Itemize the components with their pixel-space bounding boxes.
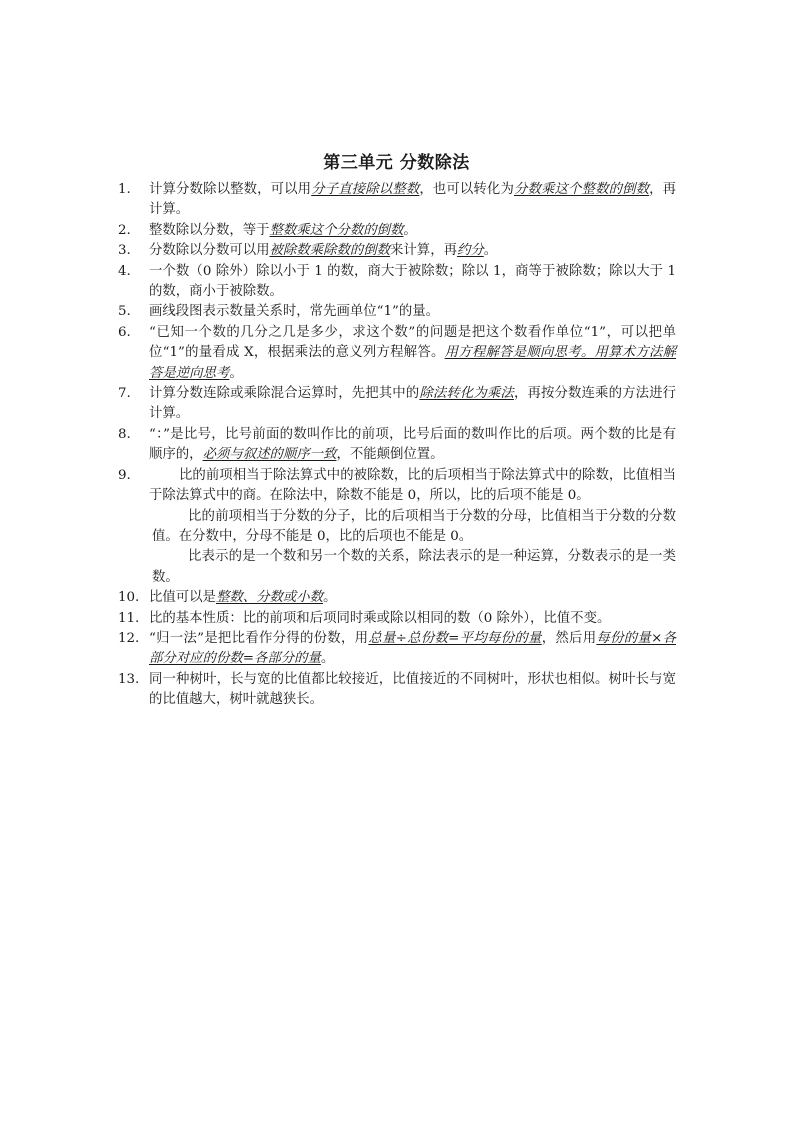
page-title: 第三单元 分数除法 [323,153,470,173]
key-phrase: 整数乘这个分数的倒数 [269,222,404,238]
item-paragraph: 比表示的是一个数和另一个数的关系，除法表示的是一种运算，分数表示的是一类数。 [152,549,676,585]
item-number: 1. [118,182,131,197]
item-text: 一个数（0 除外）除以小于 1 的数，商大于被除数；除以 1，商等于被除数；除以大于 1 的数，商小于被除数。 [149,263,676,300]
item-text: 比的前项相当于除法算式中的被除数，比的后项相当于除法算式中的除数，比值相当于除法算式中的商。在除法中，除数不能是 0，所以，比的后项不能是 0。 [149,467,676,504]
item-number: 10. [118,590,140,606]
item-text: 计算分数除以整数，可以用分子直接除以整数，也可以转化为分数乘这个整数的倒数，再计算。 [149,182,677,218]
item-text: “归一法”是把比看作分得的份数，用总量÷总份数=平均每份的量，然后用每份的量×各部分对应的份数=各部分的量。 [149,630,676,667]
list-item [118,302,676,322]
key-phrase: 分子直接除以整数 [311,182,420,197]
key-phrase: 每份的量×各部分对应的份数=各部分的量 [149,630,676,667]
item-number: 9. [118,467,131,483]
item-number: 13. [118,671,140,687]
list-item [118,384,676,425]
list-item [118,221,676,241]
item-number: 12. [118,630,140,646]
list-item [118,670,676,711]
list-item [118,180,676,221]
item-text: “：”是比号，比号前面的数叫作比的前项，比号后面的数叫作比的后项。两个数的比是有顺序的，必须与叙述的顺序一致，不能颠倒位置。 [149,426,676,463]
key-phrase: 分数乘这个整数的倒数 [513,182,650,197]
key-phrase: 用方程解答是顺向思考。用算术方法解答是逆向思考 [149,345,677,381]
item-text: 计算分数连除或乘除混合运算时，先把其中的除法转化为乘法，再按分数连乘的方法进行计算。 [149,386,677,422]
list-item [118,323,676,384]
item-number: 2. [118,222,131,238]
item-number: 5. [118,304,131,320]
item-text: 整数除以分数，等于整数乘这个分数的倒数。 [149,222,417,238]
item-number: 8. [118,426,131,442]
list-item [118,241,676,261]
item-number: 11. [118,610,140,626]
list-item [118,609,676,629]
knowledge-point-list [118,180,676,711]
item-text: 比值可以是整数、分数或小数。 [149,590,337,606]
list-item [118,588,676,608]
list-item [118,262,676,303]
key-phrase: 必须与叙述的顺序一致 [202,447,337,463]
list-item [118,466,676,588]
key-phrase: 总量÷总份数=平均每份的量 [368,630,542,646]
item-number: 3. [118,243,131,259]
list-item [118,629,676,670]
item-number: 4. [118,263,131,279]
item-number: 6. [118,324,131,340]
item-number: 7. [118,386,131,402]
item-text: 同一种树叶，长与宽的比值都比较接近，比值接近的不同树叶，形状也相似。树叶长与宽的比值越大，树叶就越狭长。 [149,671,676,708]
key-phrase: 整数、分数或小数 [215,590,324,606]
item-text: “已知一个数的几分之几是多少，求这个数”的问题是把这个数看作单位“1”，可以把单位“1”的量看成 X，根据乘法的意义列方程解答。用方程解答是顺向思考。用算术方法解答是逆向思考。 [149,324,677,381]
list-item [118,425,676,466]
key-phrase: 除法转化为乘法 [419,386,514,402]
key-phrase: 被除数乘除数的倒数 [269,243,391,259]
item-text: 画线段图表示数量关系时，常先画单位“1”的量。 [149,304,440,320]
key-phrase: 约分 [456,243,484,259]
item-text: 分数除以分数可以用被除数乘除数的倒数来计算，再约分。 [149,243,498,259]
item-paragraph: 比的前项相当于分数的分子，比的后项相当于分数的分母，比值相当于分数的分数值。在分数中，分母不能是 0，比的后项也不能是 0。 [152,508,676,544]
item-text: 比的基本性质：比的前项和后项同时乘或除以相同的数（0 除外），比值不变。 [149,610,611,626]
